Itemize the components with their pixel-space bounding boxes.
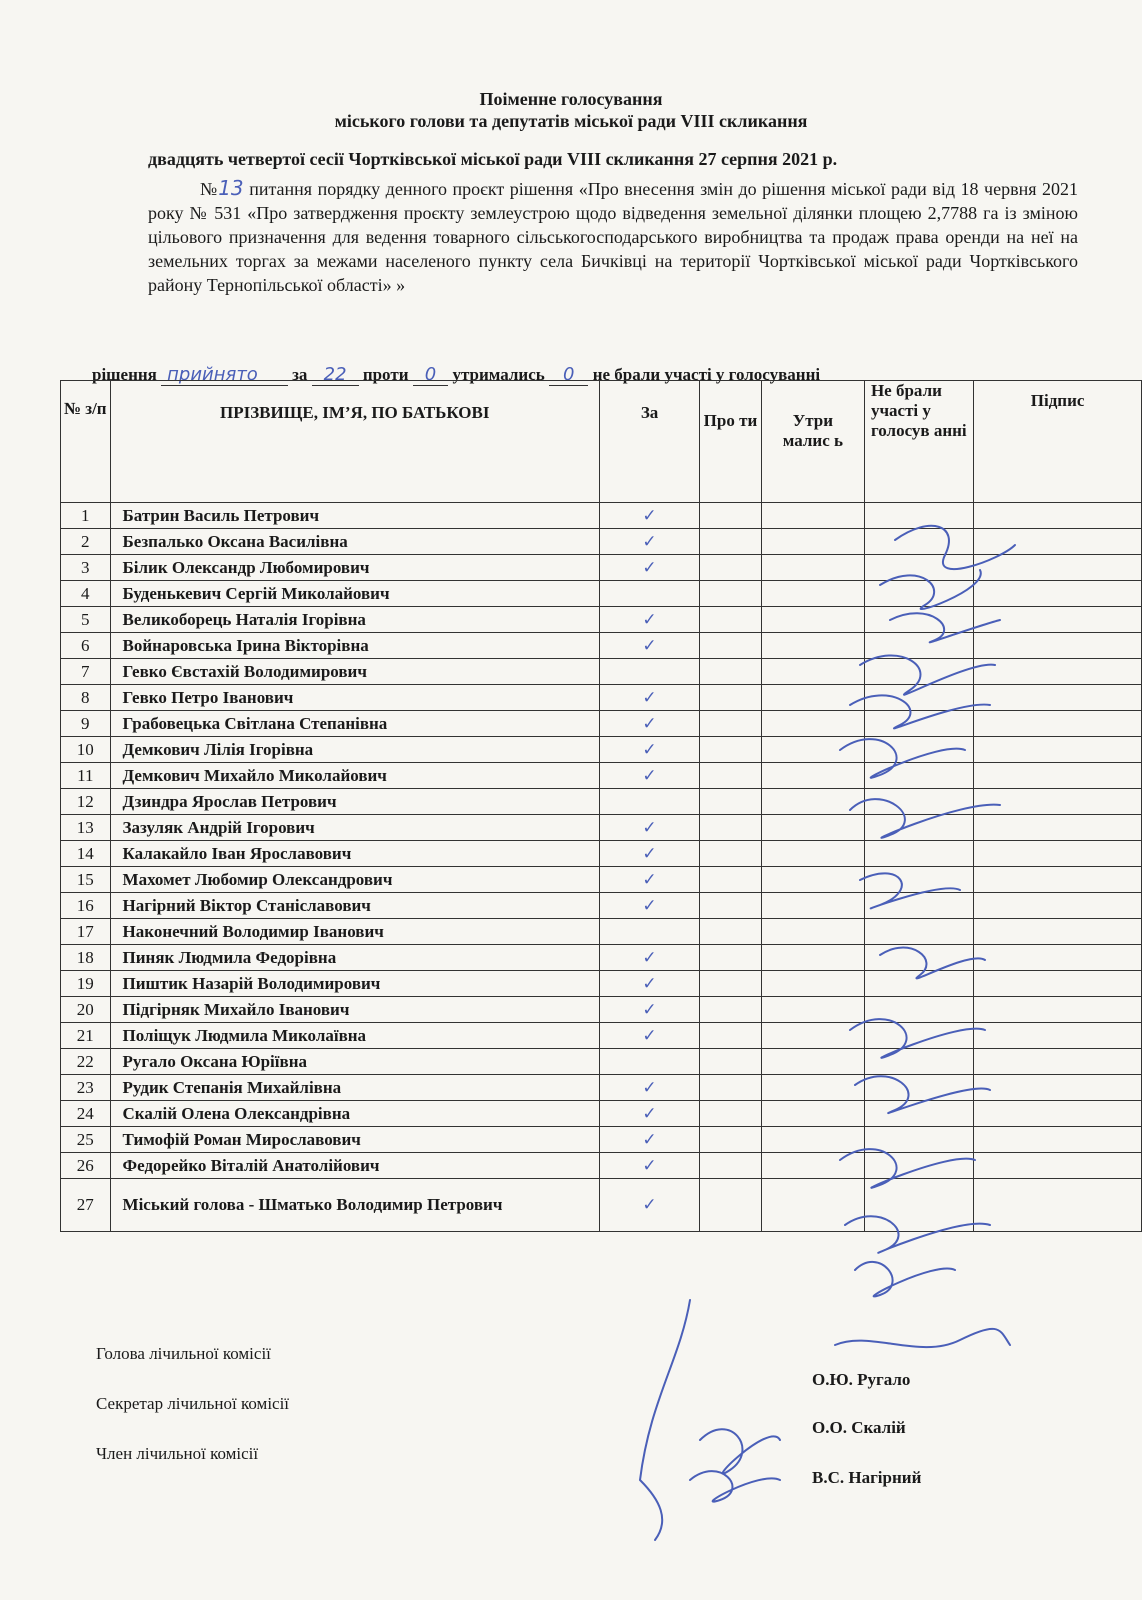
row-absent bbox=[864, 1127, 973, 1153]
row-abstain bbox=[761, 815, 864, 841]
row-against bbox=[700, 607, 762, 633]
table-header-row bbox=[61, 381, 1142, 503]
row-for-mark bbox=[599, 659, 699, 685]
row-for-mark: ✓ bbox=[599, 503, 699, 529]
row-for-mark: ✓ bbox=[599, 685, 699, 711]
row-number: 4 bbox=[61, 581, 111, 607]
question-number-handwritten: 13 bbox=[218, 176, 244, 200]
row-against bbox=[700, 945, 762, 971]
table-row bbox=[61, 815, 1142, 841]
row-number: 2 bbox=[61, 529, 111, 555]
table-row bbox=[61, 503, 1142, 529]
row-abstain bbox=[761, 711, 864, 737]
row-signature bbox=[974, 1049, 1142, 1075]
row-number: 6 bbox=[61, 633, 111, 659]
row-name: Наконечний Володимир Іванович bbox=[110, 919, 599, 945]
row-name: Поліщук Людмила Миколаївна bbox=[110, 1023, 599, 1049]
row-abstain bbox=[761, 893, 864, 919]
row-signature bbox=[974, 815, 1142, 841]
header-num: № з/п bbox=[61, 381, 111, 503]
row-against bbox=[700, 919, 762, 945]
row-abstain bbox=[761, 607, 864, 633]
row-for-mark bbox=[599, 581, 699, 607]
row-signature bbox=[974, 1127, 1142, 1153]
row-against bbox=[700, 997, 762, 1023]
row-number: 9 bbox=[61, 711, 111, 737]
row-for-mark bbox=[599, 789, 699, 815]
row-signature bbox=[974, 1101, 1142, 1127]
row-against bbox=[700, 867, 762, 893]
row-number: 21 bbox=[61, 1023, 111, 1049]
row-name: Підгірняк Михайло Іванович bbox=[110, 997, 599, 1023]
row-against bbox=[700, 893, 762, 919]
row-number: 17 bbox=[61, 919, 111, 945]
table-row bbox=[61, 555, 1142, 581]
table-row bbox=[61, 919, 1142, 945]
row-signature bbox=[974, 529, 1142, 555]
table-row bbox=[61, 867, 1142, 893]
row-abstain bbox=[761, 867, 864, 893]
row-against bbox=[700, 971, 762, 997]
row-number: 12 bbox=[61, 789, 111, 815]
row-number: 16 bbox=[61, 893, 111, 919]
row-absent bbox=[864, 737, 973, 763]
header-name: ПРІЗВИЩЕ, ІМ’Я, ПО БАТЬКОВІ bbox=[110, 381, 599, 503]
row-number: 11 bbox=[61, 763, 111, 789]
row-number: 20 bbox=[61, 997, 111, 1023]
decision-label: рішення bbox=[92, 365, 157, 384]
abstain-count-handwritten: 0 bbox=[549, 364, 588, 386]
table-row bbox=[61, 1075, 1142, 1101]
row-number: 23 bbox=[61, 1075, 111, 1101]
row-abstain bbox=[761, 1101, 864, 1127]
row-against bbox=[700, 503, 762, 529]
row-against bbox=[700, 789, 762, 815]
row-against bbox=[700, 685, 762, 711]
row-abstain bbox=[761, 1023, 864, 1049]
row-number: 22 bbox=[61, 1049, 111, 1075]
row-against bbox=[700, 815, 762, 841]
commission-chair-label: Голова лічильної комісії bbox=[96, 1344, 271, 1363]
row-abstain bbox=[761, 633, 864, 659]
row-against bbox=[700, 1075, 762, 1101]
question-number-prefix: № bbox=[200, 179, 219, 199]
row-signature bbox=[974, 971, 1142, 997]
table-row bbox=[61, 685, 1142, 711]
row-signature bbox=[974, 867, 1142, 893]
against-count-handwritten: 0 bbox=[413, 364, 448, 386]
row-name: Войнаровська Ірина Вікторівна bbox=[110, 633, 599, 659]
row-number: 5 bbox=[61, 607, 111, 633]
row-absent bbox=[864, 659, 973, 685]
votes-table-body bbox=[61, 503, 1142, 1232]
row-for-mark: ✓ bbox=[599, 529, 699, 555]
row-name: Грабовецька Світлана Степанівна bbox=[110, 711, 599, 737]
table-row bbox=[61, 1049, 1142, 1075]
row-absent bbox=[864, 607, 973, 633]
row-against bbox=[700, 711, 762, 737]
commission-secretary-label: Секретар лічильної комісії bbox=[96, 1394, 290, 1413]
row-for-mark: ✓ bbox=[599, 893, 699, 919]
row-number: 15 bbox=[61, 867, 111, 893]
row-absent bbox=[864, 581, 973, 607]
header-for: За bbox=[599, 381, 699, 503]
row-abstain bbox=[761, 763, 864, 789]
row-against bbox=[700, 555, 762, 581]
commission-secretary-name: О.О. Скалій bbox=[812, 1418, 906, 1437]
table-row bbox=[61, 633, 1142, 659]
row-abstain bbox=[761, 997, 864, 1023]
row-for-mark: ✓ bbox=[599, 711, 699, 737]
row-name: Гевко Євстахій Володимирович bbox=[110, 659, 599, 685]
row-abstain bbox=[761, 1127, 864, 1153]
row-for-mark: ✓ bbox=[599, 737, 699, 763]
table-row bbox=[61, 789, 1142, 815]
row-for-mark: ✓ bbox=[599, 555, 699, 581]
row-abstain bbox=[761, 685, 864, 711]
row-for-mark: ✓ bbox=[599, 1023, 699, 1049]
row-abstain bbox=[761, 1179, 864, 1232]
header-absent: Не брали участі у голосув анні bbox=[864, 381, 973, 503]
row-signature bbox=[974, 945, 1142, 971]
row-name: Ругало Оксана Юріївна bbox=[110, 1049, 599, 1075]
row-number: 13 bbox=[61, 815, 111, 841]
row-abstain bbox=[761, 1049, 864, 1075]
row-name: Демкович Михайло Миколайович bbox=[110, 763, 599, 789]
row-number: 25 bbox=[61, 1127, 111, 1153]
commission-member-name: В.С. Нагірний bbox=[812, 1468, 922, 1487]
row-abstain bbox=[761, 945, 864, 971]
row-for-mark: ✓ bbox=[599, 607, 699, 633]
row-name: Пиняк Людмила Федорівна bbox=[110, 945, 599, 971]
row-abstain bbox=[761, 737, 864, 763]
row-against bbox=[700, 841, 762, 867]
row-abstain bbox=[761, 529, 864, 555]
row-for-mark: ✓ bbox=[599, 1101, 699, 1127]
row-signature bbox=[974, 711, 1142, 737]
row-for-mark: ✓ bbox=[599, 945, 699, 971]
row-absent bbox=[864, 503, 973, 529]
row-abstain bbox=[761, 841, 864, 867]
row-signature bbox=[974, 919, 1142, 945]
row-name: Нагірний Віктор Станіславович bbox=[110, 893, 599, 919]
row-signature bbox=[974, 997, 1142, 1023]
row-against bbox=[700, 737, 762, 763]
row-against bbox=[700, 1023, 762, 1049]
row-for-mark: ✓ bbox=[599, 1153, 699, 1179]
row-absent bbox=[864, 867, 973, 893]
table-row bbox=[61, 737, 1142, 763]
row-absent bbox=[864, 1153, 973, 1179]
row-name: Великоборець Наталія Ігорівна bbox=[110, 607, 599, 633]
row-name: Калакайло Іван Ярославович bbox=[110, 841, 599, 867]
row-signature bbox=[974, 633, 1142, 659]
for-label: за bbox=[292, 365, 308, 384]
row-name: Пиштик Назарій Володимирович bbox=[110, 971, 599, 997]
row-absent bbox=[864, 893, 973, 919]
row-against bbox=[700, 1153, 762, 1179]
row-against bbox=[700, 581, 762, 607]
row-name: Зазуляк Андрій Ігорович bbox=[110, 815, 599, 841]
row-against bbox=[700, 763, 762, 789]
row-signature bbox=[974, 737, 1142, 763]
row-abstain bbox=[761, 919, 864, 945]
row-signature bbox=[974, 607, 1142, 633]
row-number: 10 bbox=[61, 737, 111, 763]
abstain-label: утримались bbox=[452, 365, 545, 384]
row-against bbox=[700, 1127, 762, 1153]
row-absent bbox=[864, 763, 973, 789]
row-number: 8 bbox=[61, 685, 111, 711]
row-number: 1 bbox=[61, 503, 111, 529]
row-for-mark: ✓ bbox=[599, 1127, 699, 1153]
row-for-mark: ✓ bbox=[599, 763, 699, 789]
row-absent bbox=[864, 633, 973, 659]
row-against bbox=[700, 633, 762, 659]
row-name: Міський голова - Шматько Володимир Петрович bbox=[110, 1179, 599, 1232]
row-abstain bbox=[761, 659, 864, 685]
row-name: Батрин Василь Петрович bbox=[110, 503, 599, 529]
row-for-mark: ✓ bbox=[599, 633, 699, 659]
row-name: Дзиндра Ярослав Петрович bbox=[110, 789, 599, 815]
row-name: Білик Олександр Любомирович bbox=[110, 555, 599, 581]
row-number: 3 bbox=[61, 555, 111, 581]
row-absent bbox=[864, 789, 973, 815]
commission-member-label: Член лічильної комісії bbox=[96, 1444, 259, 1463]
row-signature bbox=[974, 581, 1142, 607]
row-for-mark: ✓ bbox=[599, 841, 699, 867]
row-absent bbox=[864, 919, 973, 945]
row-name: Федорейко Віталій Анатолійович bbox=[110, 1153, 599, 1179]
row-name: Безпалько Оксана Василівна bbox=[110, 529, 599, 555]
table-row bbox=[61, 529, 1142, 555]
row-absent bbox=[864, 1179, 973, 1232]
row-name: Рудик Степанія Михайлівна bbox=[110, 1075, 599, 1101]
row-signature bbox=[974, 659, 1142, 685]
row-name: Буденькевич Сергій Миколайович bbox=[110, 581, 599, 607]
row-signature bbox=[974, 841, 1142, 867]
question-text: питання порядку денного проєкт рішення «Про внесення змін до рішення міської ради від 18 червня 2021 року № 531 «Про затвердження проєкту землеустрою щодо відведення земельної ділянки площею 2,7788 га із зміною цільового призначення для ведення товарного сільськогосподарського виробництва та продаж права оренди на неї на земельних торгах за межами населеного пункту села Бичківці на території Чортківської міської ради Чортківського району Тернопільської області» » bbox=[148, 179, 1078, 295]
against-label: проти bbox=[362, 365, 409, 384]
row-absent bbox=[864, 555, 973, 581]
votes-table bbox=[60, 380, 1142, 1232]
row-name: Махомет Любомир Олександрович bbox=[110, 867, 599, 893]
row-name: Тимофій Роман Мирославович bbox=[110, 1127, 599, 1153]
row-against bbox=[700, 1101, 762, 1127]
table-row bbox=[61, 607, 1142, 633]
row-name: Демкович Лілія Ігорівна bbox=[110, 737, 599, 763]
header-abstain: Утри малис ь bbox=[761, 381, 864, 503]
row-absent bbox=[864, 841, 973, 867]
row-for-mark: ✓ bbox=[599, 997, 699, 1023]
row-absent bbox=[864, 1101, 973, 1127]
row-absent bbox=[864, 685, 973, 711]
row-against bbox=[700, 1049, 762, 1075]
table-row bbox=[61, 581, 1142, 607]
row-number: 7 bbox=[61, 659, 111, 685]
row-number: 18 bbox=[61, 945, 111, 971]
row-against bbox=[700, 529, 762, 555]
table-row bbox=[61, 971, 1142, 997]
table-row bbox=[61, 659, 1142, 685]
row-for-mark bbox=[599, 919, 699, 945]
table-row bbox=[61, 1023, 1142, 1049]
row-signature bbox=[974, 1023, 1142, 1049]
table-row bbox=[61, 997, 1142, 1023]
row-signature bbox=[974, 1153, 1142, 1179]
table-row bbox=[61, 893, 1142, 919]
for-count-handwritten: 22 bbox=[312, 364, 359, 386]
row-name: Скалій Олена Олександрівна bbox=[110, 1101, 599, 1127]
row-signature bbox=[974, 685, 1142, 711]
title-line-2: міського голови та депутатів міської ради VIII скликання bbox=[334, 111, 808, 131]
row-abstain bbox=[761, 1153, 864, 1179]
title-line-1: Поіменне голосування bbox=[479, 89, 663, 109]
decision-result-handwritten: прийнято bbox=[161, 364, 288, 386]
row-absent bbox=[864, 1075, 973, 1101]
row-signature bbox=[974, 555, 1142, 581]
row-for-mark bbox=[599, 1049, 699, 1075]
row-absent bbox=[864, 1023, 973, 1049]
row-abstain bbox=[761, 555, 864, 581]
absent-label: не брали участі у голосуванні bbox=[592, 365, 821, 384]
row-for-mark: ✓ bbox=[599, 971, 699, 997]
question-block bbox=[148, 176, 1078, 297]
table-row bbox=[61, 1127, 1142, 1153]
row-absent bbox=[864, 997, 973, 1023]
row-signature bbox=[974, 789, 1142, 815]
row-for-mark: ✓ bbox=[599, 1075, 699, 1101]
row-signature bbox=[974, 1075, 1142, 1101]
row-absent bbox=[864, 529, 973, 555]
commission-chair-name: О.Ю. Ругало bbox=[812, 1370, 911, 1389]
row-signature bbox=[974, 1179, 1142, 1232]
table-row bbox=[61, 711, 1142, 737]
row-abstain bbox=[761, 971, 864, 997]
row-signature bbox=[974, 503, 1142, 529]
row-absent bbox=[864, 815, 973, 841]
row-name: Гевко Петро Іванович bbox=[110, 685, 599, 711]
header-signature: Підпис bbox=[974, 381, 1142, 503]
row-number: 27 bbox=[61, 1179, 111, 1232]
row-number: 14 bbox=[61, 841, 111, 867]
row-abstain bbox=[761, 503, 864, 529]
row-absent bbox=[864, 711, 973, 737]
table-row bbox=[61, 763, 1142, 789]
table-row bbox=[61, 1153, 1142, 1179]
table-row bbox=[61, 841, 1142, 867]
row-abstain bbox=[761, 1075, 864, 1101]
row-against bbox=[700, 1179, 762, 1232]
row-abstain bbox=[761, 581, 864, 607]
row-against bbox=[700, 659, 762, 685]
row-number: 26 bbox=[61, 1153, 111, 1179]
row-number: 19 bbox=[61, 971, 111, 997]
row-for-mark: ✓ bbox=[599, 815, 699, 841]
row-for-mark: ✓ bbox=[599, 1179, 699, 1232]
row-absent bbox=[864, 1049, 973, 1075]
header-against: Про ти bbox=[700, 381, 762, 503]
row-number: 24 bbox=[61, 1101, 111, 1127]
table-row bbox=[61, 1179, 1142, 1232]
row-absent bbox=[864, 971, 973, 997]
table-row bbox=[61, 945, 1142, 971]
row-for-mark: ✓ bbox=[599, 867, 699, 893]
title-line-3: двадцять четвертої сесії Чортківської міської ради VIII скликання 27 серпня 2021 р. bbox=[148, 149, 838, 169]
row-absent bbox=[864, 945, 973, 971]
row-signature bbox=[974, 893, 1142, 919]
row-signature bbox=[974, 763, 1142, 789]
row-abstain bbox=[761, 789, 864, 815]
table-row bbox=[61, 1101, 1142, 1127]
